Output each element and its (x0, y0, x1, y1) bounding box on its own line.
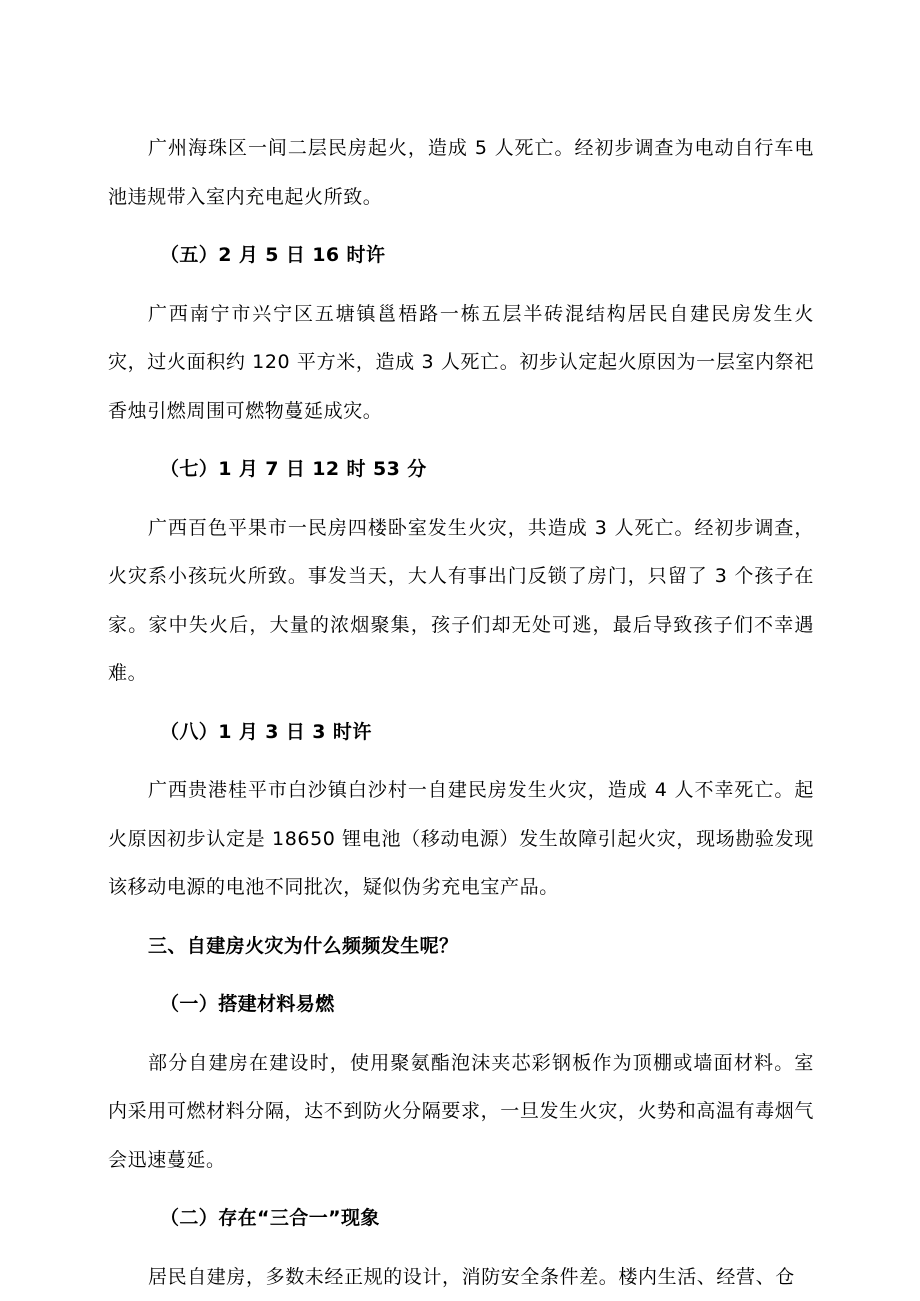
heading-item-5: （五）2 月 5 日 16 时许 (160, 244, 386, 266)
document-body (108, 124, 814, 1301)
paragraph-three-in-one: 居民自建房，多数未经正规的设计，消防安全条件差。楼内生活、经营、仓 (148, 1265, 795, 1288)
paragraph-nanning-fire: 广西南宁市兴宁区五塘镇邕梧路一栋五层半砖混结构居民自建民房发生火灾，过火面积约 120 平方米，造成 3 人死亡。初步认定起火原因为一层室内祭祀香烛引燃周围可燃物蔓延成灾。 (108, 302, 814, 422)
paragraph-guigang-fire: 广西贵港桂平市白沙镇白沙村一自建民房发生火灾，造成 4 人不幸死亡。起火原因初步认定是 18650 锂电池（移动电源）发生故障引起火灾，现场勘验发现该移动电源的电池不同批次，疑似伪劣充电宝产品。 (108, 779, 814, 898)
paragraph-guangzhou-fire: 广州海珠区一间二层民房起火，造成 5 人死亡。经初步调查为电动自行车电池违规带入室内充电起火所致。 (108, 137, 814, 208)
heading-reason-1: （一）搭建材料易燃 (160, 993, 335, 1015)
heading-item-7: （七）1 月 7 日 12 时 53 分 (160, 458, 427, 480)
paragraph-baise-fire: 广西百色平果市一民房四楼卧室发生火灾，共造成 3 人死亡。经初步调查，火灾系小孩玩火所致。事发当天，大人有事出门反锁了房门，只留了 3 个孩子在家。家中失火后，大量的浓烟聚集，孩子们却无处可逃，最后导致孩子们不幸遇难。 (108, 516, 814, 684)
paragraph-flammable-materials: 部分自建房在建设时，使用聚氨酯泡沫夹芯彩钢板作为顶棚或墙面材料。室内采用可燃材料分隔，达不到防火分隔要求，一旦发生火灾，火势和高温有毒烟气会迅速蔓延。 (108, 1051, 814, 1171)
heading-reason-2: （二）存在“三合一”现象 (160, 1207, 380, 1229)
heading-item-8: （八）1 月 3 日 3 时许 (160, 720, 372, 743)
section-heading-3: 三、自建房火灾为什么频频发生呢？ (148, 934, 459, 957)
